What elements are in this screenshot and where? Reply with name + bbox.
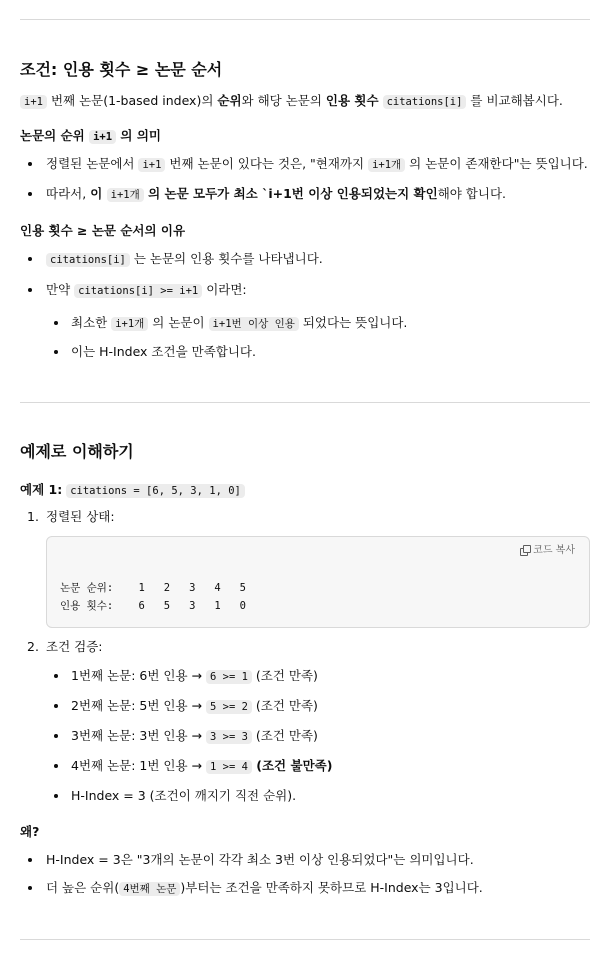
subheading: 인용 횟수 ≥ 논문 순서의 이유 bbox=[20, 223, 186, 238]
bullet-list bbox=[20, 155, 590, 174]
text: 더 높은 순위( bbox=[46, 880, 120, 895]
inline-code: 1 >= 4 bbox=[206, 760, 252, 774]
text: 3번째 논문: 3번 인용 → bbox=[71, 728, 206, 743]
text: 는 논문의 인용 횟수를 나타냅니다. bbox=[129, 251, 323, 266]
text: 2번째 논문: 5번 인용 → bbox=[71, 698, 206, 713]
inline-code: i+1 bbox=[138, 158, 165, 172]
divider bbox=[20, 19, 590, 20]
nested-list bbox=[20, 757, 590, 776]
text: 번째 논문이 있다는 것은, "현재까지 bbox=[165, 156, 369, 171]
text: )부터는 조건을 만족하지 못하므로 H-Index는 3입니다. bbox=[180, 880, 483, 895]
code-line: 논문 순위: 1 2 3 4 5 bbox=[60, 582, 246, 594]
list-item bbox=[20, 757, 590, 776]
text: 최소한 bbox=[71, 315, 112, 330]
section-heading: 조건: 인용 횟수 ≥ 논문 순서 bbox=[20, 60, 223, 79]
inline-code: i+1개 bbox=[368, 158, 405, 172]
bullet-list bbox=[20, 879, 590, 898]
nested-list bbox=[20, 667, 590, 686]
nested-list bbox=[20, 343, 590, 362]
list-item bbox=[20, 638, 590, 657]
text: 이라면: bbox=[202, 282, 247, 297]
inline-code: citations[i] bbox=[383, 95, 467, 109]
inline-code: i+1개 bbox=[111, 317, 148, 331]
list-item bbox=[20, 185, 590, 204]
text: 정렬된 논문에서 bbox=[46, 156, 139, 171]
inline-code: 6 >= 1 bbox=[206, 670, 252, 684]
copy-icon bbox=[520, 546, 529, 555]
text: 논문의 순위 bbox=[20, 128, 90, 143]
text: 따라서, bbox=[46, 186, 91, 201]
inline-code: 4번째 논문 bbox=[119, 882, 180, 896]
list-number: 2. bbox=[27, 639, 39, 654]
text: 의 논문이 bbox=[148, 315, 209, 330]
nested-list bbox=[20, 314, 590, 333]
numbered-list bbox=[20, 508, 590, 527]
list-item bbox=[20, 250, 590, 269]
text: 를 비교해봅시다. bbox=[466, 93, 563, 108]
text: 해야 합니다. bbox=[437, 186, 507, 201]
list-item bbox=[20, 727, 590, 746]
text: 만약 bbox=[46, 282, 75, 297]
copy-code-button[interactable] bbox=[520, 543, 575, 558]
code-line: 인용 횟수: 6 5 3 1 0 bbox=[60, 600, 246, 612]
list-item bbox=[20, 851, 590, 870]
list-item bbox=[20, 787, 590, 806]
example-label: 예제 1: bbox=[20, 482, 63, 497]
bullet-list bbox=[20, 851, 590, 870]
list-item bbox=[20, 667, 590, 686]
list-item bbox=[20, 155, 590, 174]
text: 번째 논문(1-based index)의 bbox=[46, 93, 218, 108]
code-block bbox=[46, 536, 590, 628]
section-heading: 예제로 이해하기 bbox=[20, 442, 134, 461]
text: 의 논문이 존재한다"는 뜻입니다. bbox=[405, 156, 588, 171]
text: H-Index = 3 (조건이 깨지기 직전 순위). bbox=[71, 788, 297, 803]
text: 와 해당 논문의 bbox=[241, 93, 326, 108]
inline-code: i+1번 이상 인용 bbox=[209, 317, 299, 331]
inline-code: citations = [6, 5, 3, 1, 0] bbox=[66, 484, 245, 498]
list-item bbox=[20, 879, 590, 898]
list-number: 1. bbox=[27, 509, 39, 524]
text: 이는 H-Index 조건을 만족합니다. bbox=[71, 344, 256, 359]
list-item bbox=[20, 343, 590, 362]
subheading: 왜? bbox=[20, 824, 40, 839]
text: H-Index = 3은 "3개의 논문이 각각 최소 3번 이상 인용되었다"는 의미입니다. bbox=[46, 852, 474, 867]
inline-code: 3 >= 3 bbox=[206, 730, 252, 744]
bold-text: 인용 횟수 bbox=[325, 93, 379, 108]
intro-paragraph bbox=[20, 92, 563, 111]
text: (조건 만족) bbox=[251, 728, 318, 743]
text: 조건 검증: bbox=[46, 639, 103, 654]
bullet-list bbox=[20, 250, 590, 269]
bold-text: 순위 bbox=[217, 93, 242, 108]
subheading bbox=[20, 127, 161, 146]
inline-code: i+1 bbox=[89, 130, 116, 144]
text: (조건 만족) bbox=[251, 668, 318, 683]
list-item bbox=[20, 314, 590, 333]
text: 되었다는 뜻입니다. bbox=[298, 315, 408, 330]
text: 정렬된 상태: bbox=[46, 509, 115, 524]
bullet-list bbox=[20, 185, 590, 204]
bold-text: 의 논문 모두가 최소 `i+1번 이상 인용되었는지 확인 bbox=[143, 186, 438, 201]
list-item bbox=[20, 281, 590, 300]
inline-code: 5 >= 2 bbox=[206, 700, 252, 714]
inline-code: i+1개 bbox=[107, 188, 144, 202]
nested-list bbox=[20, 727, 590, 746]
bold-text: (조건 불만족) bbox=[251, 758, 333, 773]
nested-list bbox=[20, 787, 590, 806]
bold-text: 이 bbox=[90, 186, 107, 201]
text: 4번째 논문: 1번 인용 → bbox=[71, 758, 206, 773]
numbered-list bbox=[20, 638, 590, 657]
bullet-list bbox=[20, 281, 590, 300]
list-item bbox=[20, 508, 590, 527]
text: 의 의미 bbox=[116, 128, 161, 143]
text: (조건 만족) bbox=[251, 698, 318, 713]
example-line bbox=[20, 481, 245, 500]
inline-code: citations[i] >= i+1 bbox=[74, 284, 202, 298]
divider bbox=[20, 402, 590, 403]
copy-label: 코드 복사 bbox=[533, 545, 575, 556]
divider bbox=[20, 939, 590, 940]
code-content bbox=[60, 579, 246, 615]
list-item bbox=[20, 697, 590, 716]
inline-code: citations[i] bbox=[46, 253, 130, 267]
nested-list bbox=[20, 697, 590, 716]
inline-code: i+1 bbox=[20, 95, 47, 109]
text: 1번째 논문: 6번 인용 → bbox=[71, 668, 206, 683]
